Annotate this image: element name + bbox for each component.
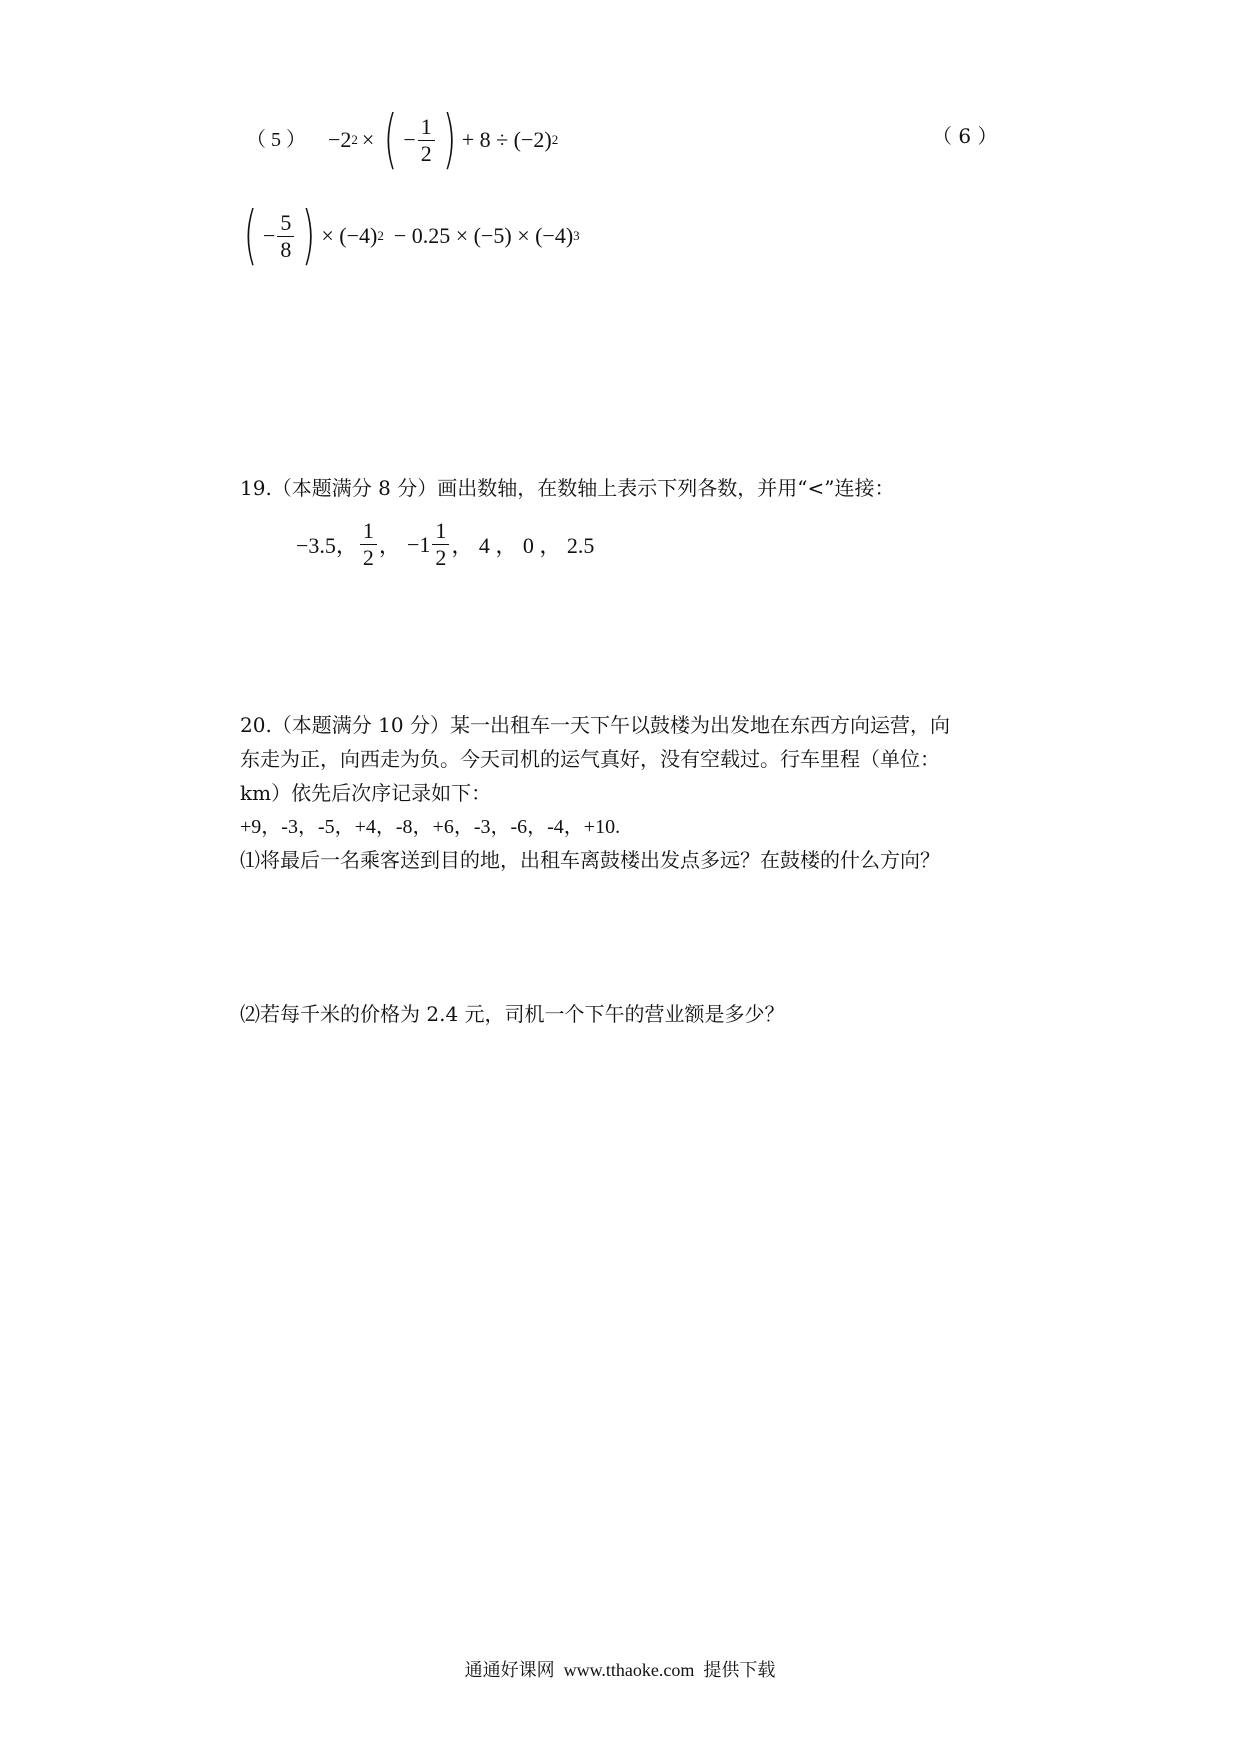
question-20-sub2: ⑵若每千米的价格为 2.4 元，司机一个下午的营业额是多少？ [240,1002,785,1026]
mixed-number-int: −1 [406,531,431,557]
remaining-numbers: ， 4 ， 0 ， 2.5 [451,533,595,558]
minus-sign: − [403,127,416,152]
question-20-line3: km）依先后次序记录如下： [240,781,492,805]
left-paren: ( [243,199,258,273]
question-20-sub1: ⑴将最后一名乘客送到目的地，出租车离鼓楼出发点多远？在鼓楼的什么方向？ [240,848,940,872]
problem-5 [246,103,559,177]
question-19-numbers [296,518,594,571]
question-20-data: +9，-3，-5，+4，-8，+6，-3，-6，-4，+10. [240,816,621,838]
problem-6-mid: × (−4) [321,223,378,248]
problem-5-label: （ 5 ） [246,129,306,151]
exponent: 3 [573,228,580,243]
minus-sign: − [262,223,276,248]
question-20-line1: 20.（本题满分 10 分）某一出租车一天下午以鼓楼为出发地在东西方向运营，向 [240,713,950,737]
fraction-denominator: 2 [435,545,447,570]
fraction-numerator: 1 [432,518,449,545]
fraction-denominator: 2 [420,140,432,166]
times-sign: × [361,127,375,152]
problem-5-term1: −2 [328,127,352,152]
fraction-five-eighths [277,210,294,263]
question-19-stem: 19.（本题满分 8 分）画出数轴，在数轴上表示下列各数，并用“<”连接： [240,476,895,500]
right-paren: ) [302,199,316,273]
fraction-numerator: 1 [418,114,435,141]
fraction-one-half [418,114,435,167]
right-paren: ) [442,103,457,177]
fraction-numerator: 5 [277,210,294,237]
number-neg-3-5: −3.5， [296,533,358,558]
fraction-one-half [360,518,377,571]
fraction-denominator: 8 [280,236,292,262]
exponent: 2 [377,228,384,243]
separator: ， [378,533,401,558]
fraction-denominator: 2 [362,545,374,570]
problem-6-label: （ 6 ） [932,124,998,148]
fraction-one-half [432,518,449,571]
exponent: 2 [551,132,559,147]
fraction-numerator: 1 [360,518,377,545]
problem-6-expression [238,199,580,273]
question-20-line2: 东走为正，向西走为负。今天司机的运气真好，没有空载过。行车里程（单位： [240,747,940,771]
exponent: 2 [351,132,358,147]
problem-6-rest: − 0.25 × (−5) × (−4) [393,223,574,248]
page-footer: 通通好课网 www.tthaoke.com 提供下载 [464,1660,776,1680]
problem-5-rest: + 8 ÷ (−2) [461,127,552,152]
left-paren: ( [383,103,398,177]
